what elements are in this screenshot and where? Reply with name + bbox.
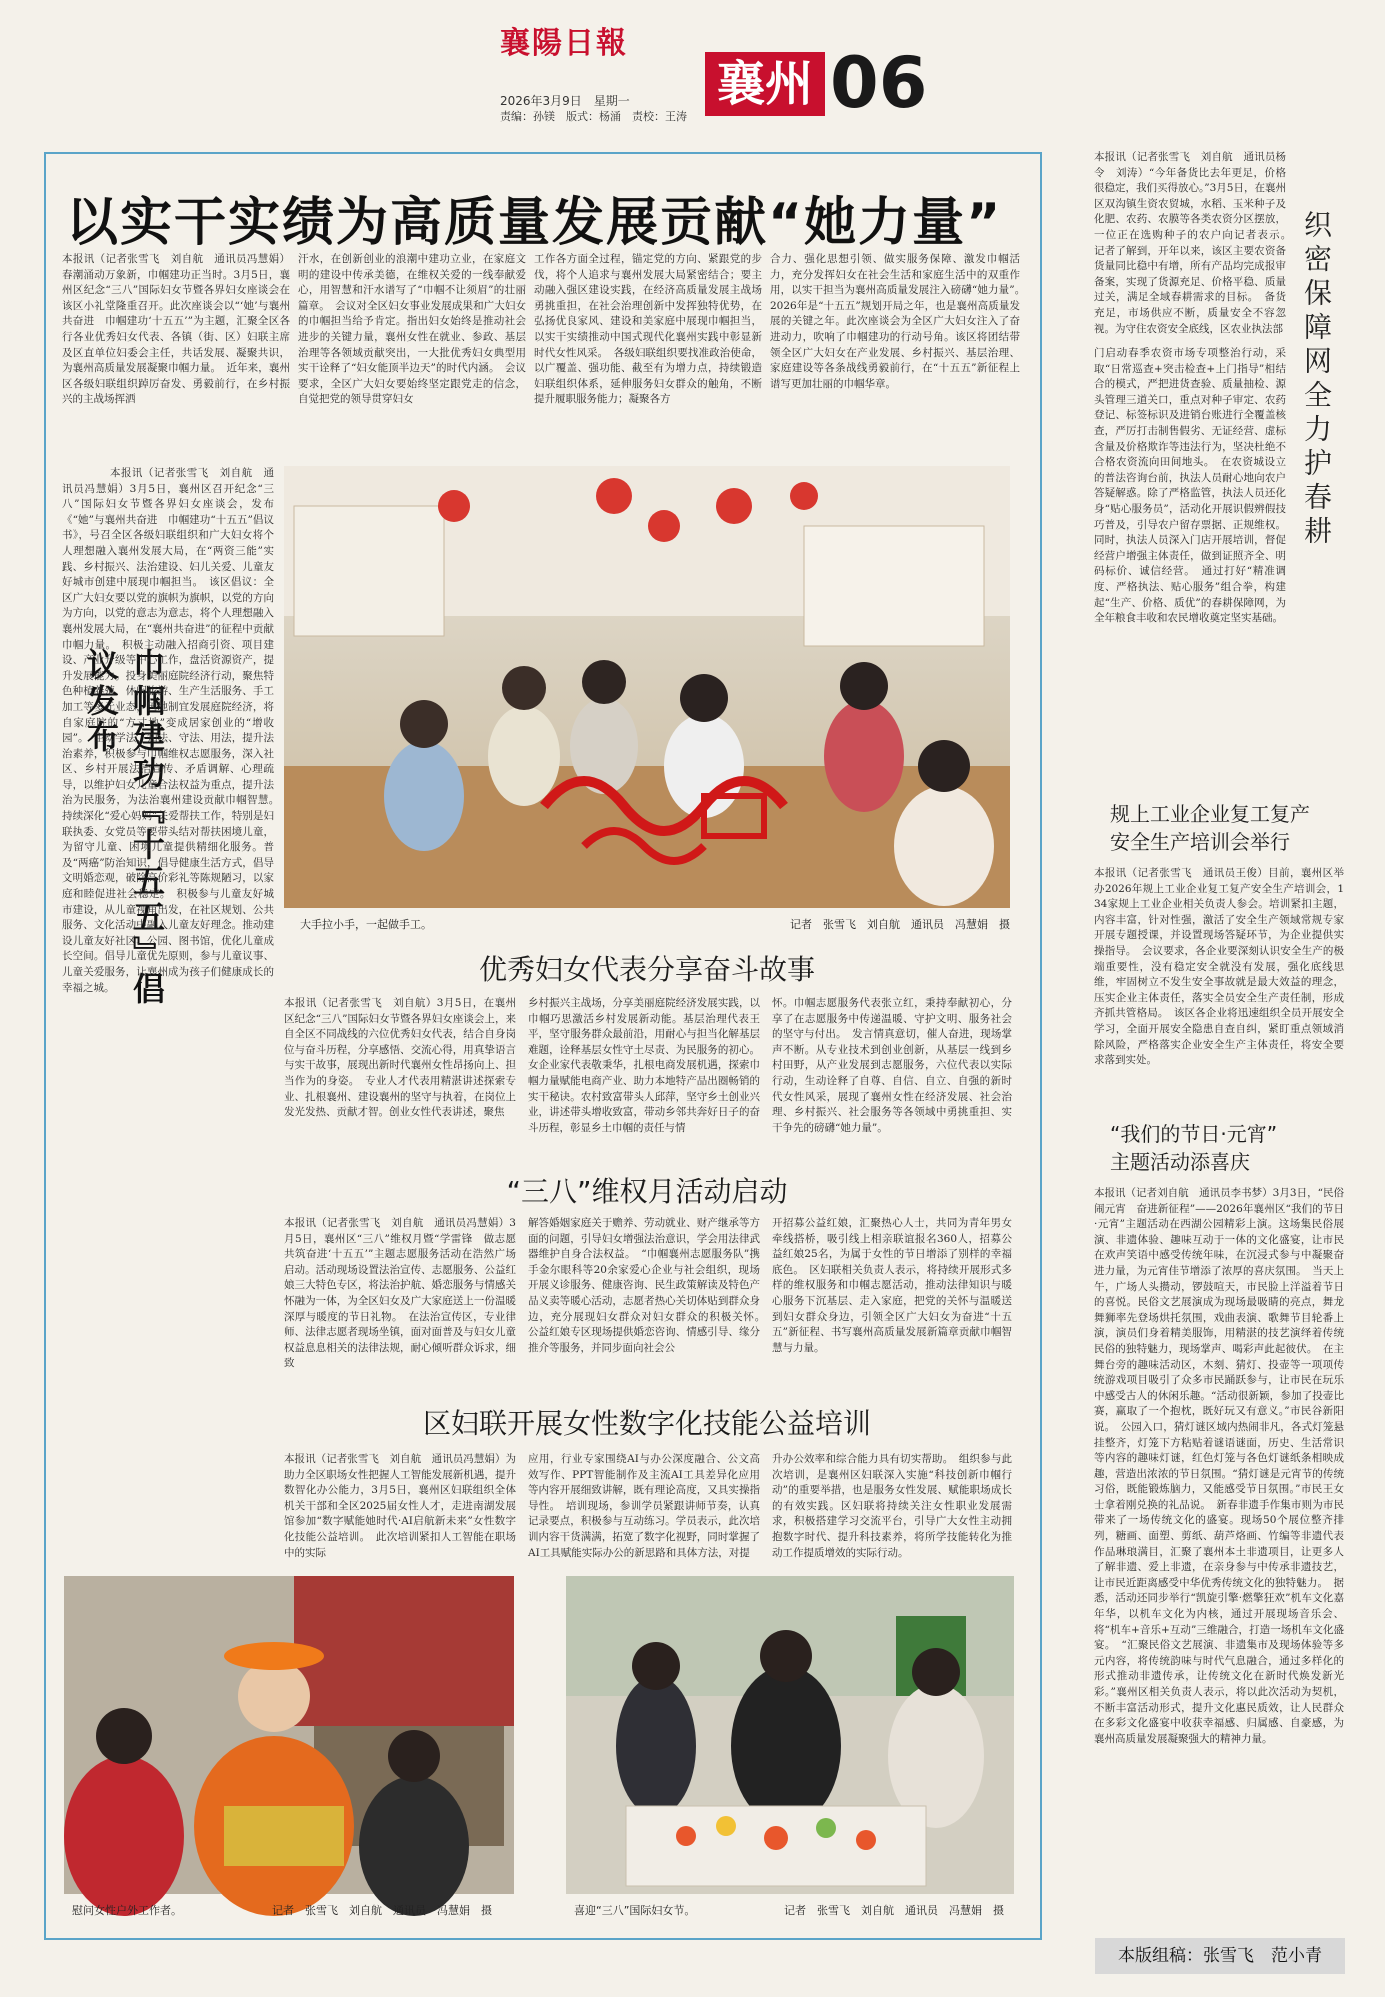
lead-col-2: 汗水，在创新创业的浪潮中建功立业，在家庭文明的建设中传承美德，在维权关爱的一线奉献爱心，用智慧和汗水谱写了“巾帼不让须眉”的壮丽篇章。 会议对全区妇女事业发展成果和广大妇女的巾帼担当给予肯定。指出妇女始终是推动社会进步的关键力量，襄州女性在就业、参政、基层治理等各领域贡献突出，一大批优秀妇女典型用实干诠释了“妇女能顶半边天”的时代内涵。 会议要求，全区广大妇女要始终坚定跟党走的信念，自觉把党的领导贯穿妇女: [298, 253, 526, 406]
page-number: 06: [830, 42, 928, 124]
right-story-b: 本报讯（记者张雪飞 通讯员王俊）目前，襄州区举办2026年规上工业企业复工复产安全生产培训会，134家规上工业企业相关负责人参会。培训紧扣主题，内容丰富，针对性强，激活了安全生产领域常规专家开展专题授课，并设置现场答疑环节，为企业提供实操指导。 会议要求，各企业要深刻认识安全生产的极端重要性，没有稳定安全就没有发展，强化底线思维，牢固树立不发生安全事故就是最大效益的理念，压实企业主体责任，落实全员安全生产责任制，形成齐抓共管格局。 该区各企业将迅速组织全员开展安全学习，全面开展安全隐患自查自纠，紧盯重点领域消除风险，严格落实企业安全生产主体责任，将安全要求落到实处。: [1094, 867, 1344, 1067]
right-story-b-title: 规上工业企业复工复产 安全生产培训会举行: [1110, 802, 1310, 854]
photo-outdoor-workers: [64, 1576, 514, 1894]
right-vtitle-a: 织密保障网: [1300, 210, 1333, 380]
sidebar-text: 本报讯（记者张雪飞 刘自航 通讯员冯慧娟）3月5日，襄州区召开纪念“三八”国际妇女节暨各界妇女座谈会，发布《“她”与襄州共奋进 巾帼建功“十五五”倡议书》，号召全区各级妇联组织和广大妇女将个人理想融入襄州发展大局，在“两资三能”实践、乡村振兴、法治建设、妇儿关爱、儿童友好城市创建中展现巾帼担当。 该区倡议：全区广大妇女要以党的旗帜为旗帜，以党的方向为方向，以党的意志为意志，将个人理想融入襄州发展大局，在“襄州共奋进”的征程中贡献巾帼力量。 积极主动融入招商引资、项目建设、产业升级等中心工作，盘活资源资产，提升发展能力。投身美丽庭院经济行动，聚焦特色种植养殖、休闲旅游、生产生活服务、手工加工等多元业态，因地制宜发展庭院经济，将自家庭院的“方寸地”变成居家创业的“增收园”。 主动学法、知法、守法、用法，提升法治素养，积极参与巾帼维权志愿服务，深入社区、乡村开展法治宣传、矛盾调解、心理疏导，以维护妇女儿童合法权益为重点，提升法治为民服务，为法治襄州建设贡献巾帼智慧。 持续深化“爱心妈妈”关爱帮扶工作，特别是妇联执委、女党员等要带头结对帮扶困境儿童，为留守儿童、困境儿童提供精细化服务。普及“两癌”防治知识，倡导健康生活方式，倡导文明婚恋观，破除高价彩礼等陈规陋习，以家庭和睦促进社会稳定。 积极参与儿童友好城市建设，从儿童视角出发，在社区规划、公共服务、文化活动中融入儿童友好理念。推动建设儿童友好社区、公园、图书馆，优化儿童成长空间。倡导儿童优先原则，参与儿童议事、儿童关爱服务，让襄州成为孩子们健康成长的幸福之城。: [62, 467, 285, 994]
story2-col-3: 怀。巾帼志愿服务代表张立红，秉持奉献初心，分享了在志愿服务中传递温暖、守护文明、服务社会的坚守与付出。 发言情真意切，催人奋进，现场掌声不断。从专业技术到创业创新，从基层一线到乡村田野，从产业发展到志愿服务，六位代表以实际行动，生动诠释了自尊、自信、自立、自强的新时代女性风采，展现了襄州女性在经济发展、社会治理、乡村振兴、社会服务等各领域中勇挑重担、实干争先的磅礴“她力量”。: [772, 997, 1012, 1134]
photo3-credit: 记者 张雪飞 刘自航 通讯员 冯慧娟 摄: [784, 1904, 1004, 1917]
story4-title: 区妇联开展女性数字化技能公益培训: [422, 1407, 871, 1440]
page-footer: 本版组稿：张雪飞 范小青: [1095, 1938, 1345, 1974]
sidebar-title: 巾帼建功『十五五』倡议发布: [82, 648, 166, 1008]
story3-col-2: 解答婚姻家庭关于赡养、劳动就业、财产继承等方面的问题，引导妇女增强法治意识，学会用法律武器维护自身合法权益。 “巾帼襄州志愿服务队”携手金尔眼科等20余家爱心企业与社会组织，现场开展义诊服务、健康咨询、民生政策解读及特色产品义卖等暖心活动，志愿者热心关切体贴到群众身边，充分展现妇女群众对妇女群众的积极关怀。 公益红娘专区现场提供婚恋咨询、情感引导、缘分推介等服务，并同步面向社会公: [528, 1217, 771, 1354]
right-story-c: 本报讯（记者刘自航 通讯员李书梦）3月3日，“民俗闹元宵 奋进新征程”——2026年襄州区“我们的节日·元宵”主题活动在西湖公园精彩上演。这场集民俗展演、非遗体验、趣味互动于一体的文化盛宴，让市民在欢声笑语中感受传统年味，在沉浸式参与中凝聚奋进力量，为元宵佳节增添了浓厚的喜庆氛围。 当天上午，广场人头攒动，锣鼓喧天，市民脸上洋溢着节日的喜悦。民俗文艺展演成为现场最吸睛的亮点，舞龙舞狮率先登场烘托氛围，戏曲表演、歌舞节目轮番上演，演员们身着精美服饰，用精湛的技艺演绎着传统民俗的独特魅力，现场掌声、喝彩声此起彼伏。 在主舞台旁的趣味活动区，木刻、猜灯、投壶等一项项传统游戏项目吸引了众多市民踊跃参与，让市民在玩乐中感受古人的休闲乐趣。“活动很新颖，参加了投壶比赛，赢取了一个抱枕，既好玩又有意义。”市民谷新阳说。 公园入口，猜灯谜区域内热闹非凡，各式灯笼悬挂整齐，灯笼下方粘贴着谜语谜面，历史、生活常识等内容的趣味灯谜，红色灯笼与各色灯谜纸条相映成趣，营造出浓浓的节日氛围。“猜灯谜是元宵节的传统习俗，既能锻炼脑力，又能感受节日氛围。”市民王女士拿着刚兑换的礼品说。 新春非遗手作集市则为市民带来了一场传统文化的盛宴。现场50个展位整齐排列，糖画、面塑、剪纸、葫芦烙画、竹编等非遗代表作品琳琅满目，汇聚了襄州本土非遗项目，让更多人了解非遗、爱上非遗，在亲身参与中传承非遗技艺，让市民近距离感受中华优秀传统文化的独特魅力。 据悉，活动还同步举行“凯旋引擎·燃擎狂欢”机车文化嘉年华，以机车文化为内核，通过开展现场音乐会、将“机车+音乐+互动”三维融合，打造一场机车文化盛宴。 “汇聚民俗文艺展演、非遗集市及现场体验等多元内容，将传统韵味与时代气息融合，通过多样化的形式推动非遗传承，让传统文化在新时代焕发新光彩。”襄州区相关负责人表示，将以此次活动为契机，不断丰富活动形式，提升文化惠民质效，让人民群众在多彩文化盛宴中收获幸福感、归属感、自豪感，为襄州高质量发展凝聚强大的精神力量。: [1094, 1187, 1344, 1745]
lead-col-1: 本报讯（记者张雪飞 刘自航 通讯员冯慧娟）春潮涌动万象新，巾帼建功正当时。3月5日，襄州区纪念“三八”国际妇女节暨各界妇女座谈会在该区小礼堂隆重召开。此次座谈会以“‘她’与襄州共奋进 巾帼建功‘十五五’”为主题，汇聚全区各行各业优秀妇女代表、各镇（街、区）妇联主席及区直单位妇委会主任，共话发展、凝聚共识，为襄州高质量发展凝聚巾帼力量。 近年来，襄州区各级妇联组织踔厉奋发、勇毅前行，在乡村振兴的主战场挥洒: [62, 253, 290, 406]
story2-col-2: 乡村振兴主战场，分享美丽庭院经济发展实践，以巾帼巧思激活乡村发展新动能。基层治理代表王平，坚守服务群众最前沿，用耐心与担当化解基层难题，诠释基层女性守土尽责、为民服务的初心。女企业家代表敬秉华，扎根电商发展机遇，探索巾帼力量赋能电商产业、助力本地特产品出圈畅销的实干秘诀。农村致富带头人邱萍，坚守乡土创业兴业，讲述带头增收致富，带动乡邻共奔好日子的奋斗历程，彰显乡土巾帼的责任与情: [528, 997, 760, 1134]
story3-col-3: 开招募公益红娘，汇聚热心人士，共同为青年男女牵线搭桥，吸引线上相亲联谊报名360人，招募公益红娘25名，为属于女性的节日增添了别样的幸福底色。 区妇联相关负责人表示，将持续开展形式多样的维权服务和巾帼志愿活动，推动法律知识与暖心服务下沉基层、走入家庭，把党的关怀与温暖送到妇女群众身边，引领全区广大妇女为奋进“十五五”新征程、书写襄州高质量发展新篇章贡献巾帼智慧与力量。: [772, 1217, 1012, 1354]
photo-outdoor-scene: [64, 1576, 514, 1894]
photo2-credit: 记者 张雪飞 刘自航 通讯员 冯慧娟 摄: [272, 1904, 492, 1917]
newspaper-logo: 襄陽日報: [500, 26, 628, 61]
photo3-caption: 喜迎“三八”国际妇女节。: [574, 1904, 696, 1917]
lead-col-4: 合力、强化思想引领、做实服务保障、激发巾帼活力，充分发挥妇女在社会生活和家庭生活中的双重作用，以实干担当为襄州高质量发展注入磅礴“她力量”。 2026年是“十五五”规划开局之年，也是襄州高质量发展的关键之年。此次座谈会为全区广大妇女注入了奋进动力，吹响了巾帼建功的行动号角。该区将团结带领全区广大妇女在产业发展、乡村振兴、基层治理、家庭建设等各条战线勇毅前行，在“十五五”新征程上谱写更加壮丽的巾帼华章。: [770, 253, 1031, 390]
right-story-a-top: 本报讯（记者张雪飞 刘自航 通讯员杨令 刘涛）“今年备货比去年更足，价格很稳定，我们买得放心。”3月5日，在襄州区双沟镇生资农贸城，水稻、玉米种子及化肥、农药、农膜等各类农资分区摆放，一位正在选购种子的农户向记者表示。 记者了解到，开年以来，该区主要农资备货量同比稳中有增，所有产品均完成报审备案，实现了货源充足、价格平稳、质量过关，满足全域春耕需求的目标。 备货充足，市场供应不断，质量安全不容忽视。为守住农资安全底线，区农业执法部: [1094, 151, 1297, 335]
lead-col-3: 工作各方面全过程，锚定党的方向、紧跟党的步伐，将个人追求与襄州发展大局紧密结合；要主动融入强区建设实践，在经济高质量发展主战场勇挑重担，在社会治理创新中发挥独特优势，在弘扬优良家风、建设和美家庭中展现巾帼担当，以实干实绩推动中国式现代化襄州实践中彰显新时代女性风采。 各级妇联组织要找准政治使命，以广覆盖、强功能、截至有为增力点，持续锻造妇联组织体系，延伸服务妇女群众的触角，不断提升履职服务能力；凝聚各方: [534, 253, 762, 406]
story4-col-3: 升办公效率和综合能力具有切实帮助。 组织参与此次培训，是襄州区妇联深入实施“科技创新巾帼行动”的重要举措，也是服务女性发展、赋能职场成长的有效实践。区妇联将持续关注女性职业发展需求，积极搭建学习交流平台，引导广大女性主动拥抱数字时代、提升科技素养，将所学技能转化为推动工作提质增效的实际行动。: [772, 1453, 1012, 1559]
right-story-a-cont: 门启动春季农资市场专项整治行动，采取“日常巡查+突击检查+上门指导”相结合的模式，严把进货查验、质量抽检、源头管理三道关口，重点对种子审定、农药登记、标签标识及进销台账进行全覆盖核查，严厉打击制售假劣、无证经营、虚标含量及价格欺诈等违法行为，坚决杜绝不合格农资流向田间地头。 在农资城设立的普法咨询台前，执法人员耐心地向农户答疑解惑。除了严格监管，执法人员还化身“贴心服务员”，活动化开展识假辨假技巧普及，引导农户留存票据、正规维权。同时，执法人员深入门店开展培训，督促经营户增强主体责任，做到证照齐全、明码标价、诚信经营。 通过打好“精准调度、严格执法、贴心服务”组合拳，构建起“生产、价格、质优”的春耕保障网，为全年粮食丰收和农民增收奠定坚实基础。: [1094, 347, 1286, 625]
photo-handcraft-scene: [284, 466, 1010, 908]
photo1-credit: 记者 张雪飞 刘自航 通讯员 冯慧娟 摄: [790, 918, 1010, 931]
story3-col-1: 本报讯（记者张雪飞 刘自航 通讯员冯慧娟）3月5日，襄州区“三八”维权月暨“学雷锋 做志愿 共筑奋进‘十五五’”主题志愿服务活动在浩然广场启动。活动现场设置法治宣传、志愿服务、公益红娘三大特色专区，将法治护航、婚恋服务与情感关怀融为一体，为全区妇女及广大家庭送上一份温暖深厚与暖度的节日礼物。 在法治宣传区，专业律师、法律志愿者现场坐镇，面对面普及与妇女儿童权益息息相关的法律法规，耐心倾听群众诉求，细致: [284, 1217, 527, 1370]
photo1-caption: 大手拉小手，一起做手工。: [300, 918, 432, 931]
right-vtitle-b: 全力护春耕: [1300, 380, 1333, 550]
story3-title: “三八”维权月活动启动: [506, 1175, 788, 1208]
story2-col-1: 本报讯（记者张雪飞 刘自航）3月5日，在襄州区纪念“三八”国际妇女节暨各界妇女座谈会上，来自全区不同战线的六位优秀妇女代表，结合自身岗位与奋斗历程，分享感悟、交流心得，用真挚语言与实干故事，展现出新时代襄州女性昂扬向上、担当作为的身姿。 专业人才代表用精湛讲述探索专业、扎根襄州、建设襄州的坚守与执着，在岗位上发光发热、贡献才智。创业女性代表讲述，聚焦: [284, 997, 516, 1119]
story2-title: 优秀妇女代表分享奋斗故事: [478, 953, 815, 986]
photo-handcraft: [284, 466, 1010, 908]
section-label: 襄州: [705, 52, 825, 116]
photo-celebration-scene: [566, 1576, 1014, 1894]
issue-date: 2026年3月9日 星期一: [500, 94, 630, 108]
staff-line: 责编：孙镁 版式：杨涌 责校：王涛: [500, 110, 687, 123]
right-story-c-title: “我们的节日·元宵” 主题活动添喜庆: [1110, 1122, 1278, 1174]
photo-womens-day: [566, 1576, 1014, 1894]
story4-col-1: 本报讯（记者张雪飞 刘自航 通讯员冯慧娟）为助力全区职场女性把握人工智能发展新机遇，提升数智化办公能力，3月5日，襄州区妇联组织全体机关干部和全区2025届女性人才，走进南湖发展馆参加“数字赋能她时代·AI启航新未来”女性数字化技能公益培训。 此次培训紧扣人工智能在职场中的实际: [284, 1453, 516, 1559]
lead-headline: 以实干实绩为高质量发展贡献“她力量”: [66, 193, 1003, 253]
photo2-caption: 慰问女性户外工作者。: [72, 1904, 182, 1917]
story4-col-2: 应用，行业专家围绕AI与办公深度融合、公文高效写作、PPT智能制作及主流AI工具差异化应用等内容开展细致讲解，既有理论高度，又具实操指导性。 培训现场，参训学员紧跟讲师节奏，认真记录要点，积极参与互动练习。学员表示，此次培训内容干货满满，拓宽了数字化视野，同时掌握了AI工具赋能实际办公的新思路和具体方法，对提: [528, 1453, 760, 1559]
